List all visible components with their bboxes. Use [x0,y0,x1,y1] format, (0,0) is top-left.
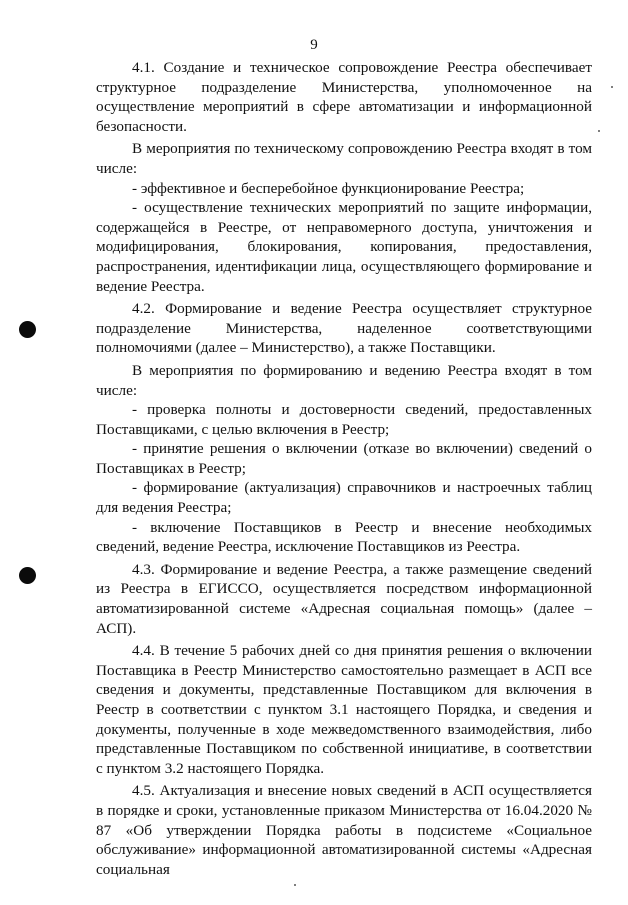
punch-hole-mark [19,567,36,584]
paragraph-registry-activities-intro: В мероприятия по формированию и ведению Реестра входят в том числе: [96,361,592,399]
list-item: - осуществление технических мероприятий по защите информации, содержащейся в Реестре, от неправомерного доступа, уничтожения и модифицирования, блокирования, копирования, предоставления, распространения, идентификации лица, осуществляющего формирование и ведение Реестра. [96,199,592,295]
scan-speck [294,884,296,886]
list-item: - формирование (актуализация) справочников и настроечных таблиц для ведения Реестра; [96,479,592,517]
document-body [96,58,592,879]
paragraph-tech-support-intro: В мероприятия по техническому сопровождению Реестра входят в том числе: [96,140,592,177]
scan-speck [598,130,600,132]
page-number: 9 [310,37,318,53]
paragraph-4-5: 4.5. Актуализация и внесение новых сведений в АСП осуществляется в порядке и сроки, установленные приказом Министерства от 16.04.2020 № 87 «Об утверждении Порядка работы в подсистеме «Социальное обслуживание» информационной автоматизированной системы «Адресная социальная [96,782,592,878]
paragraph-4-2: 4.2. Формирование и ведение Реестра осуществляет структурное подразделение Министерства, наделенное соответствующими полномочиями (далее – Министерство), а также Поставщики. [96,300,592,357]
paragraph-4-3: 4.3. Формирование и ведение Реестра, а также размещение сведений из Реестра в ЕГИССО, осуществляется посредством информационной автоматизированной системе «Адресная социальная помощь» (далее – АСП). [96,560,592,637]
list-item: - включение Поставщиков в Реестр и внесение необходимых сведений, ведение Реестра, исключение Поставщиков из Реестра. [96,518,592,556]
list-item: - эффективное и бесперебойное функционирование Реестра; [132,179,525,197]
list-item: - принятие решения о включении (отказе во включении) сведений о Поставщиках в Реестр; [96,440,592,477]
paragraph-4-4: 4.4. В течение 5 рабочих дней со дня принятия решения о включении Поставщика в Реестр Министерство самостоятельно размещает в АСП все сведения и документы, представленные Поставщиком для включения в Реестр в соответствии с пунктом 3.1 настоящего Порядка, и сведения и документы, полученные в ходе межведомственного взаимодействия, либо представленные Поставщиком по собственной инициативе, в соответствии с пунктом 3.2 настоящего Порядка. [96,642,592,777]
list-item: - проверка полноты и достоверности сведений, предоставленных Поставщиками, с целью включения в Реестр; [96,401,592,438]
punch-hole-mark [19,321,36,338]
paragraph-4-1: 4.1. Создание и техническое сопровождение Реестра обеспечивает структурное подразделение Министерства, уполномоченное на осуществление мероприятий в сфере автоматизации и информационной безопасности. [96,59,592,135]
scan-speck [611,86,613,88]
